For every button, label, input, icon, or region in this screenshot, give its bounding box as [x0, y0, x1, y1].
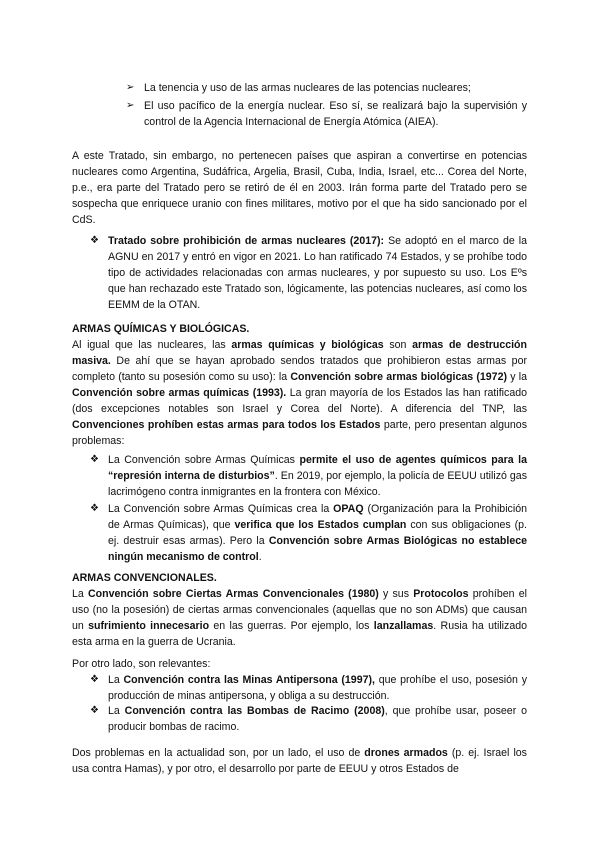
list-item: La Convención contra las Bombas de Racimo (2008), que prohíbe usar, poseer o producir bombas de racimo. — [108, 705, 527, 733]
list-item: La Convención contra las Minas Antipersona (1997), que prohíbe el uso, posesión y producción de minas antipersona, y obliga a su destrucción. — [108, 674, 527, 702]
section-heading-quimicas: ARMAS QUÍMICAS Y BIOLÓGICAS. — [72, 323, 250, 335]
list-item: La Convención sobre Armas Químicas permite el uso de agentes químicos para la “represión interna de disturbios”. En 2019, por ejemplo, la policía de EEUU utilizó gas lacrimógeno contra inmigrantes en la frontera con México. — [108, 454, 528, 498]
list-item-tpan: Tratado sobre prohibición de armas nucleares (2017): Se adoptó en el marco de la AGNU en 2017 y entró en vigor en 2021. Lo han ratificado 74 Estados, y se prohíbe todo tipo de actividades relacionadas con armas nucleares, y por supuesto su uso. Los Eºs que han rechazado este Tratado son, lógicamente, las potencias nucleares, así como los EEMM de la OTAN. — [108, 235, 528, 311]
paragraph-final: Dos problemas en la actualidad son, por un lado, el uso de drones armados (p. ej. Israel los usa contra Hamas), y por otro, el desarrollo por parte de EEUU y otros Estados de — [72, 747, 527, 775]
paragraph-tnp: A este Tratado, sin embargo, no pertenecen países que aspiran a convertirse en potencias nucleares como Argentina, Sudáfrica, Argelia, Brasil, Cuba, India, Israel, etc... Corea del Norte, p.e., era parte del Tratado pero se retiró de él en 2003. Irán forma parte del Tratado pero se sospecha que enriquece uranio con fines militares, motivo por el que ha sido sancionado por el CdS. — [72, 150, 527, 226]
paragraph-convencionales: La Convención sobre Ciertas Armas Convencionales (1980) y sus Protocolos prohíben el uso (no la posesión) de ciertas armas convencionales (aquellas que no son ADMs) que causan un sufrimiento innecesario en las guerras. Por ejemplo, los lanzallamas. Rusia ha utilizado esta arma en la guerra de Ucrania. — [72, 588, 527, 648]
arrow-bullet-icon: ➢ — [126, 82, 135, 93]
paragraph-otro-lado: Por otro lado, son relevantes: — [72, 658, 211, 670]
tpan-title: Tratado sobre prohibición de armas nucleares (2017): — [108, 235, 385, 247]
diamond-bullet-icon: ❖ — [90, 235, 99, 246]
section-heading-convencionales: ARMAS CONVENCIONALES. — [72, 572, 217, 584]
diamond-bullet-icon: ❖ — [90, 503, 99, 514]
list-item: El uso pacífico de la energía nuclear. Eso sí, se realizará bajo la supervisión y control de la Agencia Internacional de Energía Atómica (AIEA). — [144, 100, 527, 128]
diamond-bullet-icon: ❖ — [90, 674, 99, 685]
diamond-bullet-icon: ❖ — [90, 454, 99, 465]
list-item: La Convención sobre Armas Químicas crea la OPAQ (Organización para la Prohibición de Armas Químicas), que verifica que los Estados cumplan con sus obligaciones (p. ej. destruir esas armas). Pero la Convención sobre Armas Biológicas no establece ningún mecanismo de control. — [108, 503, 528, 563]
list-item: La tenencia y uso de las armas nucleares de las potencias nucleares; — [144, 82, 471, 94]
diamond-bullet-icon: ❖ — [90, 705, 99, 716]
arrow-bullet-icon: ➢ — [126, 100, 135, 111]
paragraph-quimicas: Al igual que las nucleares, las armas químicas y biológicas son armas de destrucción masiva. De ahí que se hayan aprobado sendos tratados que prohibieron estas armas por completo (tanto su posesión como su uso): la Convención sobre armas biológicas (1972) y la Convención sobre armas químicas (1993). La gran mayoría de los Estados las han ratificado (dos excepciones notables son Israel y Corea del Norte). A diferencia del TNP, las Convenciones prohíben estas armas para todos los Estados parte, pero presentan algunos problemas: — [72, 339, 527, 447]
